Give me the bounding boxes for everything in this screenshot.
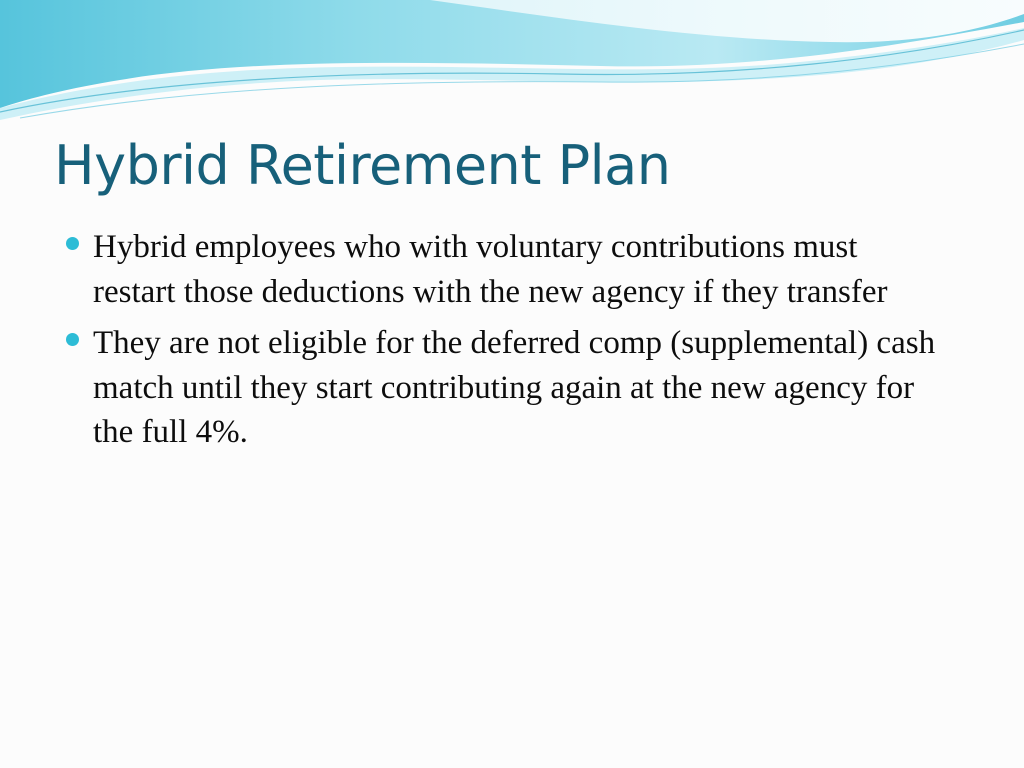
slide-title: Hybrid Retirement Plan	[54, 134, 671, 197]
bullet-item	[62, 225, 942, 314]
bullet-text: They are not eligible for the deferred comp (supplemental) cash match until they start contributing again at the new agency for the full 4%.	[93, 325, 936, 450]
bullet-dot-icon	[66, 333, 79, 346]
bullet-dot-icon	[66, 237, 79, 250]
bullet-list	[62, 225, 942, 462]
bullet-text: Hybrid employees who with voluntary contributions must restart those deductions with the new agency if they transfer	[93, 229, 888, 310]
header-wave-decoration	[0, 0, 1024, 130]
bullet-item	[62, 321, 942, 455]
